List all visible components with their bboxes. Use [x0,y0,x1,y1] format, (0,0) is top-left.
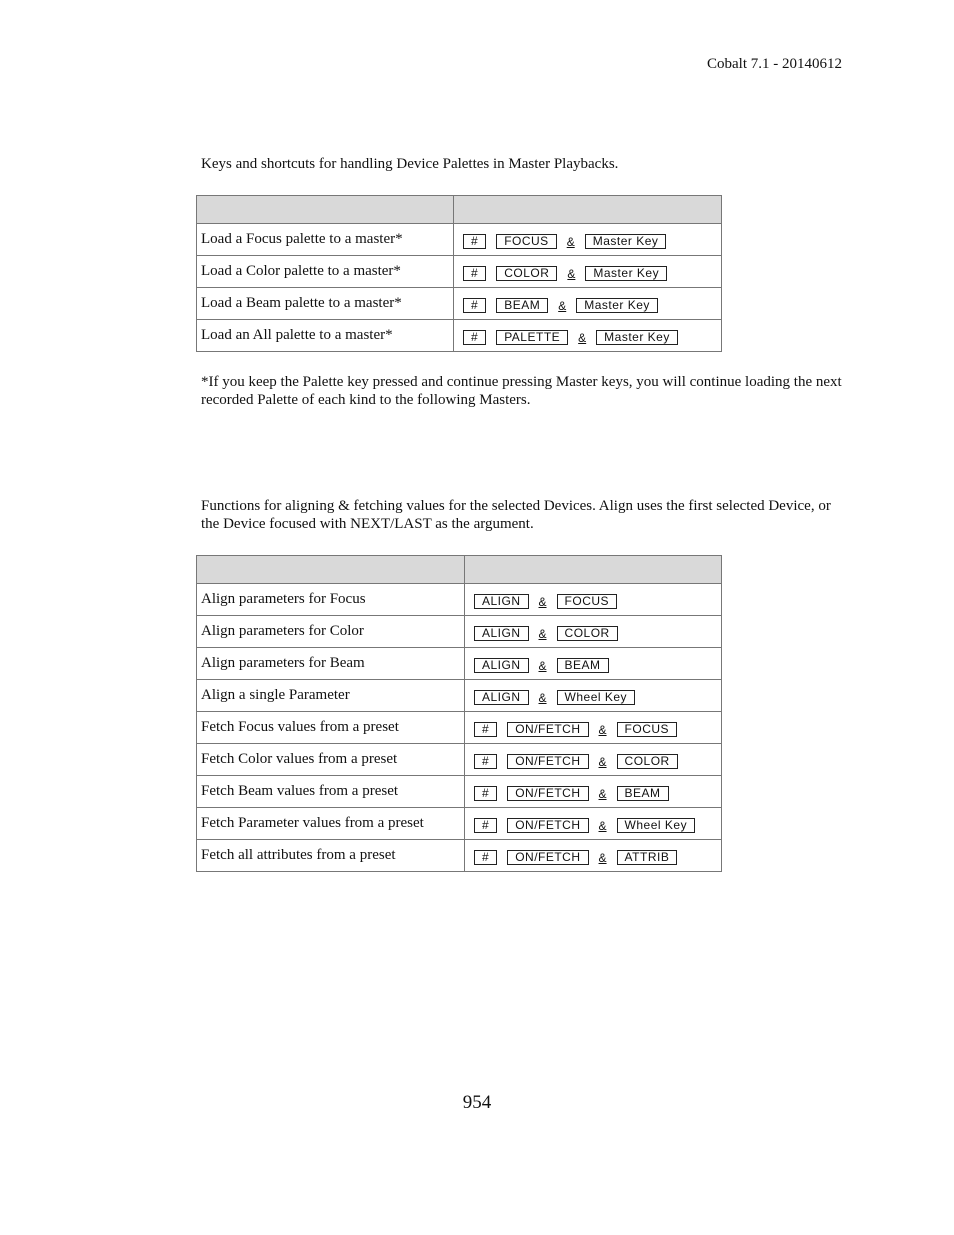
key-cap: ALIGN [474,626,529,641]
section1-note: *If you keep the Palette key pressed and continue pressing Master keys, you will continue loading the next recorded Palette of each kind to the following Masters. [201,374,842,408]
key-sequence [465,744,722,776]
key-cap: ON/FETCH [507,850,588,865]
palette-shortcuts-table [196,195,722,352]
key-cap: FOCUS [557,594,618,609]
key-cap: ALIGN [474,690,529,705]
key-cap: Master Key [585,266,667,281]
key-separator: & [598,850,607,865]
key-cap: # [474,786,497,801]
table-row [197,680,722,712]
key-separator: & [598,722,607,737]
row-description: Load a Focus palette to a master* [197,224,454,256]
key-cap: Master Key [576,298,658,313]
key-cap: ON/FETCH [507,786,588,801]
key-cap: ATTRIB [617,850,678,865]
key-cap: # [463,266,486,281]
table-row [197,840,722,872]
key-cap: # [474,754,497,769]
section2-intro: Functions for aligning & fetching values for the selected Devices. Align uses the first selected Device, or the Device focused with NEXT/LAST as the argument. [201,498,831,532]
key-separator: & [538,658,547,673]
key-sequence [465,808,722,840]
key-sequence [465,680,722,712]
key-cap: COLOR [617,754,678,769]
key-cap: FOCUS [617,722,678,737]
key-separator: & [598,818,607,833]
header-cell-keys [465,556,722,584]
key-sequence [454,320,722,352]
key-cap: COLOR [557,626,618,641]
table-row [197,616,722,648]
key-cap: # [474,850,497,865]
key-separator: & [598,786,607,801]
header-cell-description [197,196,454,224]
key-sequence [465,712,722,744]
key-cap: PALETTE [496,330,568,345]
key-sequence [454,256,722,288]
key-separator: & [567,266,576,281]
key-cap: BEAM [617,786,669,801]
table-row [197,648,722,680]
row-description: Load a Color palette to a master* [197,256,454,288]
row-description: Align parameters for Color [197,616,465,648]
key-separator: & [538,626,547,641]
key-separator: & [538,594,547,609]
row-description: Fetch Color values from a preset [197,744,465,776]
key-cap: # [463,234,486,249]
key-separator: & [538,690,547,705]
table-row [197,256,722,288]
document-header: Cobalt 7.1 - 20140612 [707,56,842,72]
key-sequence [454,224,722,256]
key-cap: Master Key [596,330,678,345]
key-sequence [454,288,722,320]
section1-intro: Keys and shortcuts for handling Device Palettes in Master Playbacks. [201,156,619,172]
key-separator: & [578,330,587,345]
key-cap: # [463,298,486,313]
table-row [197,288,722,320]
row-description: Align a single Parameter [197,680,465,712]
table-header-row [197,196,722,224]
key-cap: ON/FETCH [507,818,588,833]
table-row [197,744,722,776]
key-sequence [465,584,722,616]
table-row [197,224,722,256]
key-cap: # [463,330,486,345]
key-cap: ALIGN [474,658,529,673]
row-description: Fetch Focus values from a preset [197,712,465,744]
row-description: Fetch all attributes from a preset [197,840,465,872]
row-description: Fetch Parameter values from a preset [197,808,465,840]
table-row [197,808,722,840]
row-description: Load a Beam palette to a master* [197,288,454,320]
header-cell-keys [454,196,722,224]
key-cap: Wheel Key [617,818,696,833]
row-description: Align parameters for Focus [197,584,465,616]
key-cap: BEAM [557,658,609,673]
key-cap: FOCUS [496,234,557,249]
table-row [197,776,722,808]
key-cap: ALIGN [474,594,529,609]
key-separator: & [558,298,567,313]
key-sequence [465,616,722,648]
align-fetch-table [196,555,722,872]
table-row [197,320,722,352]
key-cap: BEAM [496,298,548,313]
page-number: 954 [462,1092,492,1113]
table-header-row [197,556,722,584]
key-cap: Wheel Key [557,690,636,705]
key-cap: # [474,722,497,737]
key-cap: ON/FETCH [507,754,588,769]
key-separator: & [566,234,575,249]
key-sequence [465,648,722,680]
header-cell-description [197,556,465,584]
row-description: Load an All palette to a master* [197,320,454,352]
key-cap: # [474,818,497,833]
row-description: Align parameters for Beam [197,648,465,680]
key-separator: & [598,754,607,769]
key-sequence [465,776,722,808]
key-cap: COLOR [496,266,557,281]
key-cap: Master Key [585,234,667,249]
row-description: Fetch Beam values from a preset [197,776,465,808]
table-row [197,584,722,616]
table-row [197,712,722,744]
key-sequence [465,840,722,872]
key-cap: ON/FETCH [507,722,588,737]
